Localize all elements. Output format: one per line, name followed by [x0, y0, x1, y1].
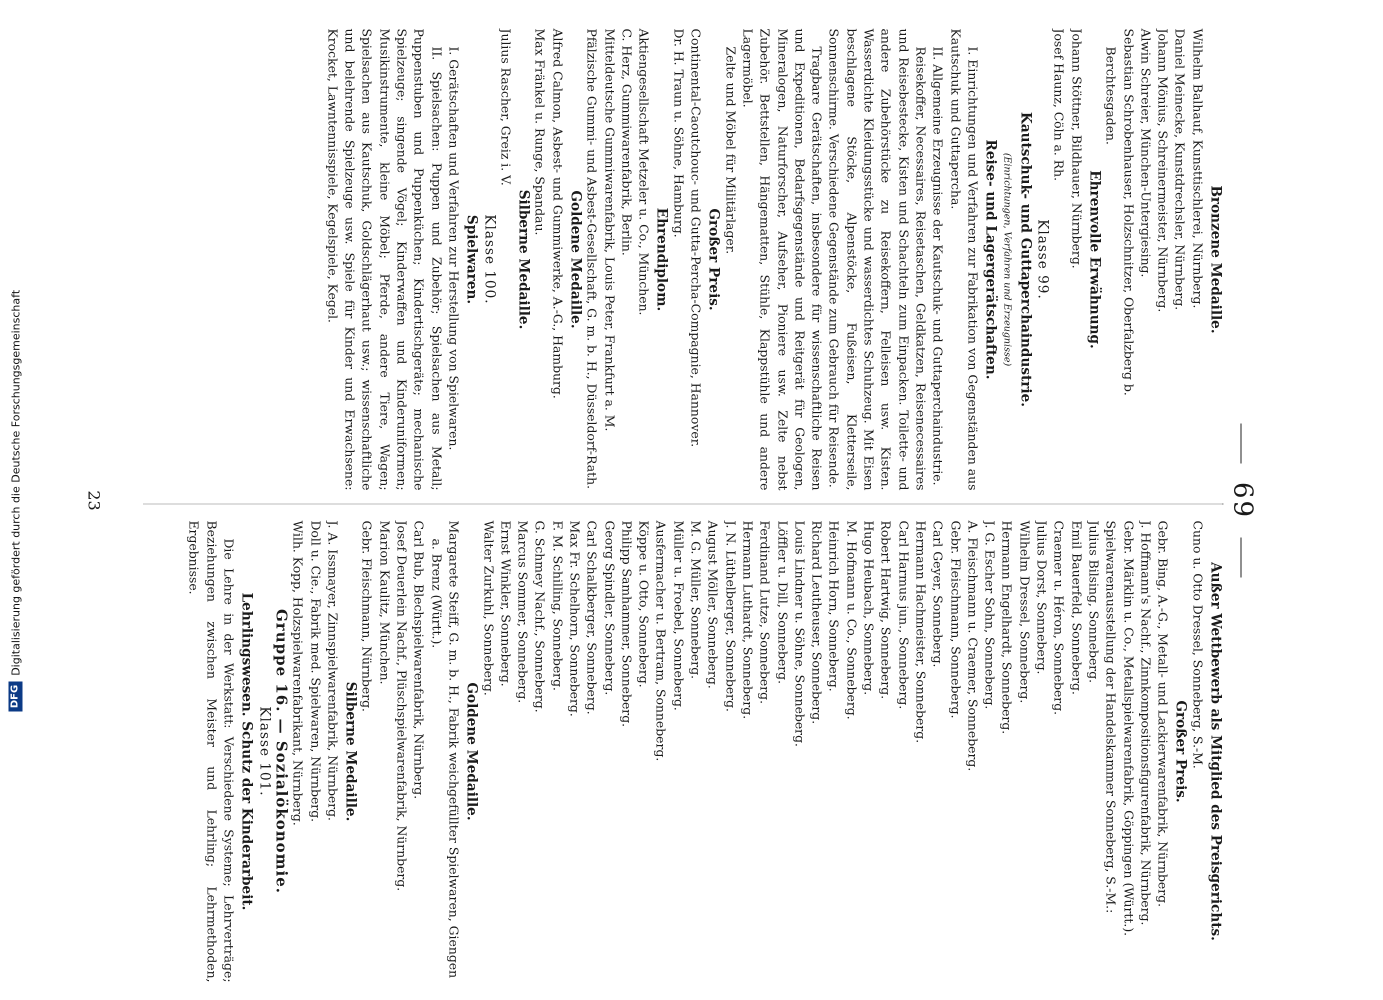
list-entry: Pfälzische Gummi- und Asbest-Gesellschaft, G. m. b. H., Düsseldorf-Rath.: [584, 28, 600, 489]
list-entry: Mitteldeutsche Gummiwarenfabrik, Louis Peter, Frankfurt a. M.: [601, 28, 617, 431]
section-heading: Kautschuk- und Guttaperchaindustrie.: [1016, 111, 1033, 407]
list-entry: Wilhelm Dressel, Sonneberg.: [1016, 520, 1032, 703]
list-entry: Johann Stöttner, Bildhauer, Nürnberg.: [1068, 28, 1084, 269]
list-entry: Aktiengesellschaft Metzeler u. Co., München.: [636, 28, 652, 315]
list-entry: Carl Schalkberger, Sonneberg.: [584, 520, 600, 715]
list-entry: Ausfermacher u. Bertram, Sonneberg.: [653, 520, 669, 761]
list-entry: Wilhelm Balhauf, Kunsttischlerei, Nürnberg.: [1189, 28, 1205, 308]
list-entry: Löffler u. Dill, Sonneberg.: [774, 520, 790, 684]
list-entry: Hermann Luthardt, Sonneberg.: [739, 520, 755, 719]
page-number-dash-right: [1241, 537, 1242, 577]
list-entry: Gebr. Fleischmann, Nürnberg.: [359, 520, 375, 712]
list-entry: Alwin Schreier, München-Untergiesing.: [1137, 28, 1153, 277]
right-column: [143, 520, 1223, 982]
section-heading: Silberne Medaille.: [342, 681, 359, 821]
left-column: [143, 28, 1223, 490]
list-entry: Sebastian Schrobenhauser, Holzschnitzer, Oberfalzberg b. Berchtesgaden.: [1103, 28, 1136, 396]
list-entry: J. G. Escher Sohn, Sonneberg.: [982, 520, 998, 709]
section-heading: Ehrenvolle Erwähnung.: [1085, 169, 1102, 349]
dfg-logo: DFG: [8, 681, 22, 710]
list-entry: Walter Zurkuhl, Sonneberg.: [480, 520, 496, 696]
list-entry: M. Hofmann u. Co., Sonneberg.: [843, 520, 859, 720]
section-heading: Großer Preis.: [1172, 699, 1189, 803]
group-heading: Gruppe 16. — Sozialökonomie.: [271, 608, 290, 894]
list-entry: Hermann Hachmeister, Sonneberg.: [912, 520, 928, 743]
section-heading: Silberne Medaille.: [515, 189, 532, 329]
list-entry: Georg Spindler, Sonneberg.: [601, 520, 617, 695]
list-entry: J. A. Issmayer, Zinnspielwarenfabrik, Nürnberg.: [324, 520, 340, 821]
list-entry: Johann Mönius, Schreinermeister, Nürnberg.: [1155, 28, 1171, 312]
body-paragraph: II. Spielsachen: Puppen und Zubehör; Spielsachen aus Metall; Puppenstuben und Puppenküchen; Kindertischgeräte; mechanische Spielzeuge; singende Vögel; Kinderwaffen und Kinderuniformen; Musikinstrumente, kleine Möbel; Pferde, andere Tiere, Wagen; Spielsachen aus Kautschuk, Goldschlägerhaut usw.; wissenschaftliche und belehrende Spielzeuge usw. Spiele für Kinder und Erwachsene: Krocket, Lawntennisspiele, Kegelspiele, Kegel.: [324, 28, 444, 490]
list-entry: Emil Bauerfeld, Sonneberg.: [1068, 520, 1084, 695]
list-entry: Julius Bilsing, Sonneberg.: [1085, 520, 1101, 683]
list-entry: Köppe u. Otto, Sonneberg.: [636, 520, 652, 688]
body-paragraph: Zelte und Möbel für Militärlager.: [722, 46, 738, 254]
body-paragraph: I. Gerätschaften und Verfahren zur Herstellung von Spielwaren.: [445, 46, 461, 450]
class-heading: Klasse 99.: [1034, 218, 1051, 300]
list-entry: Carl Geyer, Sonneberg.: [930, 520, 946, 667]
list-entry: August Möller, Sonneberg.: [705, 520, 721, 689]
section-heading: Bronzene Medaille.: [1207, 184, 1223, 334]
list-entry: A. Fleischmann u. Craemer, Sonneberg.: [964, 520, 980, 771]
body-paragraph: Reisekoffer, Necessaires, Reisetaschen, Geldkatzen, Reisenecessaires und Reisebestecke, Kisten und Schachteln zum Einpacken. Toilette- und andere Zubehörstücke zu Reisekoffern, Felleisen usw. Kisten. Wasserdichte Kleidungsstücke und wasserdichtes Schuhzeug. Mit Eisen beschlagene Stöcke, Alpenstöcke, Fußeisen, Kletterseile, Sonnenschirme. Verschiedene Gegenstände zum Gebrauch für Reisende.: [826, 28, 928, 490]
body-paragraph: II. Allgemeine Erzeugnisse der Kautschuk- und Guttaperchaindustrie.: [930, 46, 946, 486]
page-number: [1227, 0, 1257, 1000]
footer-page-number: 23: [84, 489, 103, 511]
list-entry: C. Herz, Gummiwarenfabrik, Berlin.: [618, 28, 634, 256]
section-heading: Außer Wettbewerb als Mitglied des Preisgerichts.: [1207, 561, 1223, 941]
list-entry: Gebr. Bing, A.-G., Metall- und Lackierwarenfabrik, Nürnberg.: [1155, 520, 1171, 907]
list-entry: Müller u. Froebel, Sonneberg.: [670, 520, 686, 711]
list-entry: J. Hoffmann's Nachf., Zinnkompositionsfigurenfabrik, Nürnberg.: [1137, 520, 1153, 925]
list-entry: Julius Dorst, Sonneberg.: [1034, 520, 1050, 674]
list-entry: Robert Hartwig, Sonneberg.: [878, 520, 894, 699]
list-entry: M. G. Müller, Sonneberg.: [688, 520, 704, 679]
list-entry: Marion Kaulitz, München.: [376, 520, 392, 685]
list-entry: Spielwarenausstellung der Handelskammer Sonneberg, S.-M.:: [1103, 520, 1119, 913]
page-number-dash-left: [1241, 423, 1242, 463]
class-heading: Klasse 100.: [480, 213, 497, 305]
list-entry: Gebr. Märklin u. Co., Metallspielwarenfabrik, Göppingen (Württ.).: [1120, 520, 1136, 936]
column-divider: [143, 503, 1223, 504]
list-entry: Craemer u. Héron, Sonneberg.: [1051, 520, 1067, 715]
body-paragraph: I. Einrichtungen und Verfahren zur Fabrikation von Gegenständen aus Kautschuk und Guttapercha.: [947, 28, 980, 490]
section-heading: Reise- und Lagergerätschaften.: [982, 139, 999, 379]
list-entry: Josef Haunz, Cöln a. Rh.: [1051, 28, 1067, 181]
list-entry: Continental-Caoutchouc- und Gutta-Percha-Compagnie, Hannover.: [688, 28, 704, 447]
body-paragraph: Die Lehre in der Werkstatt: Verschiedene Systeme; Lehrverträge; Beziehungen zwischen Meister und Lehrling; Lehrmethoden, Ergebnisse.: [186, 520, 237, 982]
list-entry: Dr. H. Traun u. Söhne, Hamburg.: [670, 28, 686, 238]
page-number-text: 69: [1227, 481, 1257, 519]
list-entry: Hugo Heubach, Sonneberg.: [861, 520, 877, 695]
subheading-note: (Einrichtungen, Verfahren und Erzeugnisse): [1001, 152, 1013, 366]
list-entry: Doll u. Cie., Fabrik med. Spielwaren, Nürnberg.: [307, 520, 323, 822]
funding-text: Digitalisierung gefördert durch die Deutsche Forschungsgemeinschaft: [8, 289, 22, 676]
list-entry: Heinrich Horn, Sonneberg.: [826, 520, 842, 692]
list-entry: J. N. Lüthelberger, Sonneberg.: [722, 520, 738, 712]
list-entry: Hermann Engelhardt, Sonneberg.: [999, 520, 1015, 734]
section-heading: Goldene Medaille.: [463, 681, 480, 821]
list-entry: F. M. Schilling, Sonneberg.: [549, 520, 565, 691]
list-entry: Marcus Sommer, Sonneberg.: [515, 520, 531, 703]
list-entry: Julius Rascher, Greiz i. V.: [497, 28, 513, 186]
list-entry: Cuno u. Otto Dressel, Sonneberg, S.-M.: [1189, 520, 1205, 769]
section-heading: Großer Preis.: [705, 207, 722, 311]
class-heading: Klasse 101.: [255, 705, 272, 797]
funding-notice: [3, 0, 27, 1000]
section-heading: Spielwaren.: [463, 214, 480, 304]
list-entry: G. Schmey Nachf., Sonneberg.: [532, 520, 548, 713]
list-entry: Ernst Winkler, Sonneberg.: [497, 520, 513, 687]
list-entry: Daniel Meinecke, Kunstdrechsler, Nürnberg.: [1172, 28, 1188, 310]
list-entry: Ferdinand Lutze, Sonneberg.: [757, 520, 773, 704]
list-entry: Josef Deuerlein Nachf., Plüschspielwarenfabrik, Nürnberg.: [394, 520, 410, 891]
body-paragraph: Tragbare Gerätschaften, insbesondere für wissenschaftliche Reisen und Expeditionen, Bedarfsgegenstände und Reitgerät für Geologen, Mineralogen, Naturforscher, Aufseher, Pioniere usw. Zelte nebst Zubehör. Bettstellen, Hängematten, Stühle, Klappstühle und andere Lagermöbel.: [739, 28, 825, 490]
list-entry: Margarete Steiff, G. m. b. H., Fabrik weichgefüllter Spielwaren, Giengen a. Brenz (Württ.).: [428, 520, 461, 978]
list-entry: Carl Harmus jun., Sonneberg.: [895, 520, 911, 709]
section-heading: Goldene Medaille.: [567, 189, 584, 329]
list-entry: Richard Leutheuser, Sonneberg.: [809, 520, 825, 724]
list-entry: Carl Bub, Blechspielwarenfabrik, Nürnberg.: [411, 520, 427, 799]
section-heading: Ehrendiplom.: [653, 207, 670, 311]
section-heading: Lehrlingswesen. Schutz der Kinderarbeit.: [238, 592, 255, 910]
list-entry: Wilh. Kopp, Holzspielwarenfabrikant, Nürnberg.: [290, 520, 306, 826]
list-entry: Gebr. Fleischmann, Sonneberg.: [947, 520, 963, 719]
list-entry: Louis Lindner u. Söhne, Sonneberg.: [791, 520, 807, 747]
list-entry: Max Fr. Schelhorn, Sonneberg.: [567, 520, 583, 717]
list-entry: Max Fränkel u. Runge, Spandau.: [532, 28, 548, 235]
list-entry: Alfred Calmon, Asbest- und Gummiwerke, A.-G., Hamburg.: [549, 28, 565, 399]
list-entry: Philipp Samhammer, Sonneberg.: [618, 520, 634, 727]
